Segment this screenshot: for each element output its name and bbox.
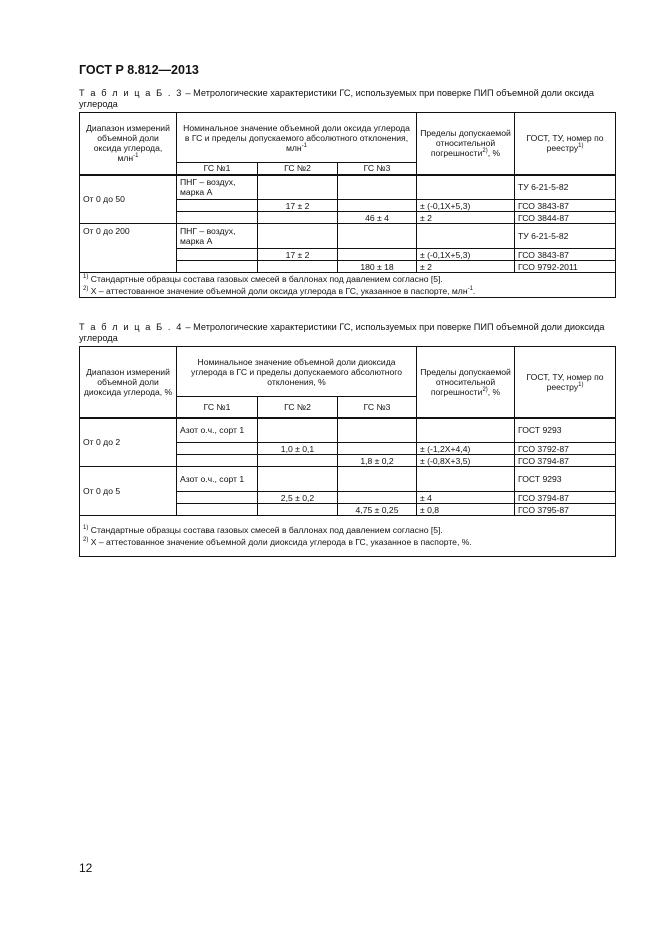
limit-cell: ± (-0,8Х+3,5) (417, 455, 515, 467)
footnote-1: $^{1)}$ Стандартные образцы состава газовых смесей в баллонах под давлением согласно [5]. (83, 525, 443, 535)
column-header-gs3: ГС №3 (338, 397, 417, 418)
column-header-nominal: Номинальное значение объемной доли диоксида углерода в ГС и пределы допускаемого абсолютного отклонения, % (177, 347, 417, 397)
page-number: 12 (79, 861, 93, 875)
gs2-cell: 17 ± 2 (258, 200, 338, 212)
gs1-cell (177, 492, 258, 504)
gs2-cell (258, 261, 338, 273)
gs1-cell (177, 249, 258, 261)
column-header-range: Диапазон измерений объемной доли диоксида углерода, % (80, 347, 177, 418)
gost-cell: ГСО 3792-87 (515, 443, 616, 455)
column-header-gost: ГОСТ, ТУ, номер по реестру$^{1)}$ (515, 347, 616, 418)
column-header-gost: ГОСТ, ТУ, номер по реестру$^{1)}$ (515, 113, 616, 175)
column-header-gs3: ГС №3 (338, 163, 417, 175)
column-header-nominal: Номинальное значение объемной доли оксида углерода в ГС и пределы допускаемого абсолютного отклонения, млн$^{-1}$ (177, 113, 417, 163)
table-b3-label: Т а б л и ц а Б . 3 (79, 88, 183, 98)
document-header: ГОСТ Р 8.812—2013 (79, 63, 199, 77)
column-header-limits: Пределы допускаемой относительной погрешности$^{2)}$, % (417, 113, 515, 175)
table-b3-title: – Метрологические характеристики ГС, используемых при поверке ПИП объемной доли оксида углерода (79, 88, 594, 109)
limit-cell: ± (-0,1Х+5,3) (417, 200, 515, 212)
footnote-1: $^{1)}$ Стандартные образцы состава газовых смесей в баллонах под давлением согласно [5]. (83, 274, 443, 284)
gs1-cell: Азот о.ч., сорт 1 (177, 467, 258, 492)
gs2-cell: 1,0 ± 0,1 (258, 443, 338, 455)
limit-cell (417, 467, 515, 492)
gs3-cell: 4,75 ± 0,25 (338, 504, 417, 516)
gost-cell: ГСО 3794-87 (515, 492, 616, 504)
column-header-gs2: ГС №2 (258, 163, 338, 175)
gost-cell: ГОСТ 9293 (515, 418, 616, 443)
gost-cell: ГСО 3843-87 (515, 200, 616, 212)
gs2-cell (258, 175, 338, 200)
table-b4 (79, 346, 616, 557)
table-b4-title: – Метрологические характеристики ГС, используемых при поверке ПИП объемной доли диоксида углерода (79, 322, 605, 343)
range-cell: От 0 до 5 (80, 467, 177, 516)
footnote-2: $^{2)}$ Х – аттестованное значение объемной доли диоксида углерода в ГС, указанное в паспорте, %. (83, 537, 472, 547)
gs2-cell (258, 455, 338, 467)
table-notes (80, 273, 616, 298)
limit-cell: ± (-0,1Х+5,3) (417, 249, 515, 261)
table-b4-label: Т а б л и ц а Б . 4 (79, 322, 183, 332)
gs2-cell (258, 504, 338, 516)
table-row (80, 418, 616, 443)
limit-cell: ± 0,8 (417, 504, 515, 516)
gs3-cell (338, 224, 417, 249)
column-header-gs1: ГС №1 (177, 163, 258, 175)
limit-cell (417, 224, 515, 249)
gs2-cell: 17 ± 2 (258, 249, 338, 261)
gs3-cell (338, 200, 417, 212)
gost-cell: ГОСТ 9293 (515, 467, 616, 492)
gs2-cell: 2,5 ± 0,2 (258, 492, 338, 504)
range-cell: От 0 до 2 (80, 418, 177, 467)
gost-cell: ГСО 3794-87 (515, 455, 616, 467)
limit-cell (417, 418, 515, 443)
gs2-cell (258, 467, 338, 492)
table-b3-caption (79, 88, 616, 110)
limit-cell: ± (-1,2Х+4,4) (417, 443, 515, 455)
gs2-cell (258, 418, 338, 443)
gs3-cell (338, 467, 417, 492)
column-header-range: Диапазон измерений объемной доли оксида углерода, млн$^{-1}$ (80, 113, 177, 175)
gs2-cell (258, 212, 338, 224)
gs1-cell (177, 261, 258, 273)
gs1-cell: Азот о.ч., сорт 1 (177, 418, 258, 443)
range-cell: От 0 до 200 (80, 224, 177, 273)
gs3-cell (338, 249, 417, 261)
gost-cell: ГСО 3844-87 (515, 212, 616, 224)
gs1-cell: ПНГ – воздух, марка А (177, 224, 258, 249)
table-b4-caption (79, 322, 616, 344)
gost-cell: ГСО 3795-87 (515, 504, 616, 516)
gost-cell: ГСО 3843-87 (515, 249, 616, 261)
gost-cell: ТУ 6-21-5-82 (515, 175, 616, 200)
gs1-cell: ПНГ – воздух, марка А (177, 175, 258, 200)
column-header-gs2: ГС №2 (258, 397, 338, 418)
gs3-cell: 1,8 ± 0,2 (338, 455, 417, 467)
gs3-cell (338, 492, 417, 504)
column-header-limits: Пределы допускаемой относительной погрешности$^{2)}$, % (417, 347, 515, 418)
gs3-cell (338, 418, 417, 443)
gs1-cell (177, 212, 258, 224)
gs1-cell (177, 504, 258, 516)
gost-cell: ГСО 9792-2011 (515, 261, 616, 273)
gost-cell: ТУ 6-21-5-82 (515, 224, 616, 249)
gs1-cell (177, 200, 258, 212)
gs3-cell: 180 ± 18 (338, 261, 417, 273)
gs1-cell (177, 443, 258, 455)
table-row (80, 467, 616, 492)
table-b3 (79, 112, 616, 298)
column-header-gs1: ГС №1 (177, 397, 258, 418)
gs1-cell (177, 455, 258, 467)
footnote-2: $^{2)}$ Х – аттестованное значение объемной доли оксида углерода в ГС, указанное в паспорте, млн$^{-1}$. (83, 286, 476, 296)
limit-cell: ± 2 (417, 212, 515, 224)
gs2-cell (258, 224, 338, 249)
range-cell: От 0 до 50 (80, 175, 177, 224)
gs3-cell (338, 443, 417, 455)
table-row (80, 175, 616, 200)
table-row (80, 224, 616, 249)
limit-cell: ± 2 (417, 261, 515, 273)
limit-cell: ± 4 (417, 492, 515, 504)
gs3-cell: 46 ± 4 (338, 212, 417, 224)
gs3-cell (338, 175, 417, 200)
limit-cell (417, 175, 515, 200)
table-notes (80, 516, 616, 557)
